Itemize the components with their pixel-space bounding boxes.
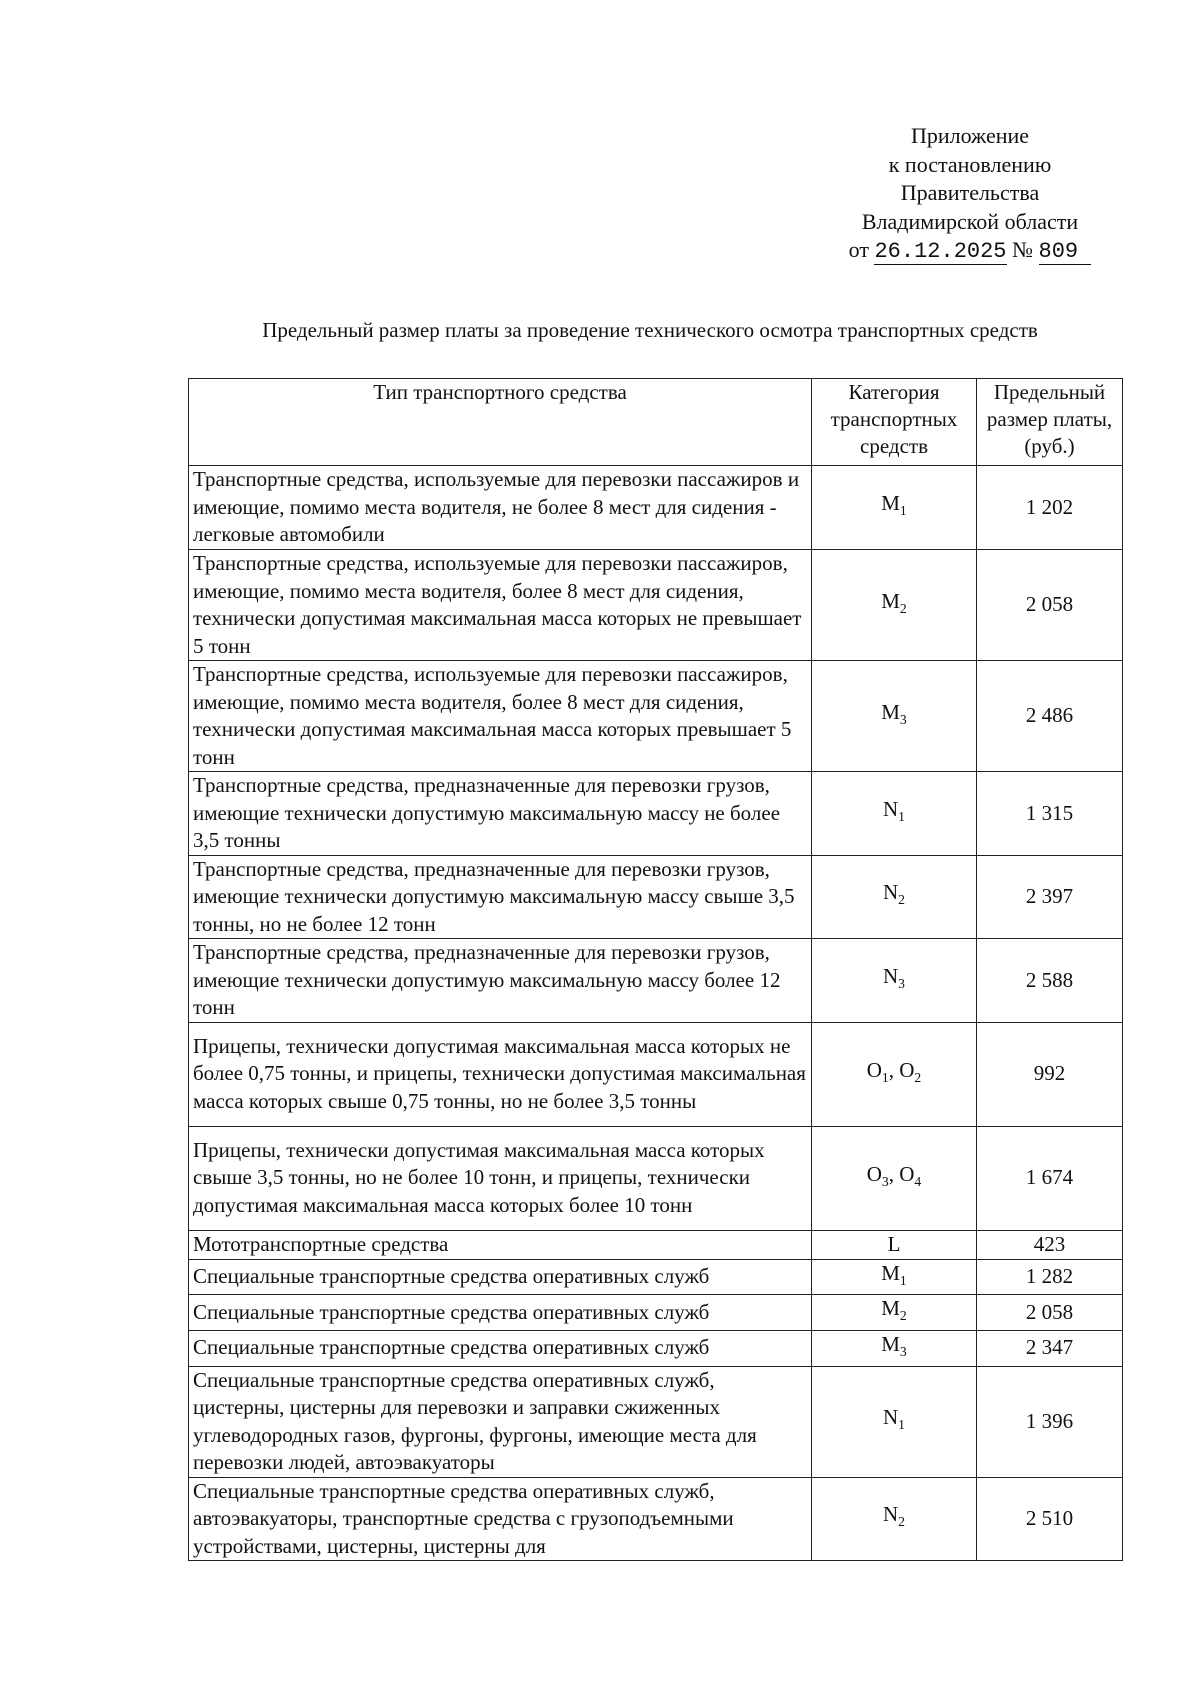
table-row — [189, 1230, 1123, 1259]
vehicle-type-cell: Транспортные средства, предназначенные для перевозки грузов, имеющие технически допустимую максимальную массу более 12 тонн — [189, 939, 812, 1023]
fee-cell: 1 396 — [977, 1366, 1123, 1477]
table-header-row — [189, 379, 1123, 466]
vehicle-category-cell: $N_2$ — [812, 855, 977, 939]
vehicle-category-cell: $O_1$, $O_2$ — [812, 1022, 977, 1126]
vehicle-type-cell: Прицепы, технически допустимая максимальная масса которых свыше 3,5 тонны, но не более 10 тонн, и прицепы, технически допустимая максимальная масса которых более 10 тонн — [189, 1126, 812, 1230]
resolution-date: 26.12.2025 — [874, 239, 1007, 264]
table-row — [189, 1330, 1123, 1366]
appendix-line-4: Владимирской области — [861, 208, 1079, 234]
vehicle-category-cell: $M_2$ — [812, 1295, 977, 1331]
number-sign: № — [1012, 237, 1034, 262]
header-vehicle-category: Категория транспортных средств — [812, 379, 977, 466]
fee-cell: 1 202 — [977, 466, 1123, 550]
vehicle-type-cell: Прицепы, технически допустимая максимальная масса которых не более 0,75 тонны, и прицепы, технически допустимая максимальная масса которых свыше 0,75 тонны, но не более 3,5 тонны — [189, 1022, 812, 1126]
vehicle-type-cell: Транспортные средства, предназначенные для перевозки грузов, имеющие технически допустимую максимальную массу свыше 3,5 тонны, но не более 12 тонн — [189, 855, 812, 939]
fee-cell: 2 347 — [977, 1330, 1123, 1366]
vehicle-category-cell: $M_3$ — [812, 1330, 977, 1366]
resolution-number: 809 — [1039, 239, 1092, 265]
vehicle-type-cell: Транспортные средства, используемые для перевозки пассажиров и имеющие, помимо места водителя, не более 8 мест для сидения - легковые автомобили — [189, 466, 812, 550]
vehicle-type-cell: Специальные транспортные средства оперативных служб — [189, 1295, 812, 1331]
vehicle-category-cell: $M_1$ — [812, 466, 977, 550]
header-vehicle-type: Тип транспортного средства — [189, 379, 812, 466]
vehicle-type-cell: Мототранспортные средства — [189, 1230, 812, 1259]
fee-cell: 1 282 — [977, 1259, 1123, 1295]
vehicle-category-cell: $N_2$ — [812, 1477, 977, 1561]
vehicle-type-cell: Транспортные средства, используемые для перевозки пассажиров, имеющие, помимо места водителя, более 8 мест для сидения, технически допустимая максимальная масса которых не превышает 5 тонн — [189, 550, 812, 661]
appendix-date-line — [820, 236, 1120, 267]
date-prefix: от — [848, 237, 869, 262]
vehicle-type-cell: Специальные транспортные средства оперативных служб — [189, 1259, 812, 1295]
table-row — [189, 466, 1123, 550]
vehicle-category-cell: $M_3$ — [812, 661, 977, 772]
vehicle-category-cell: $N_1$ — [812, 1366, 977, 1477]
vehicle-type-cell: Специальные транспортные средства оперативных служб, автоэвакуаторы, транспортные средства с грузоподъемными устройствами, цистерны, цистерны для — [189, 1477, 812, 1561]
vehicle-type-cell: Транспортные средства, используемые для перевозки пассажиров, имеющие, помимо места водителя, более 8 мест для сидения, технически допустимая максимальная масса которых превышает 5 тонн — [189, 661, 812, 772]
table-row — [189, 1295, 1123, 1331]
appendix-line-1: Приложение — [910, 123, 1030, 148]
vehicle-type-cell: Специальные транспортные средства оперативных служб, цистерны, цистерны для перевозки и заправки сжиженных углеводородных газов, фургоны, фургоны, имеющие места для перевозки людей, автоэвакуаторы — [189, 1366, 812, 1477]
fee-table — [188, 378, 1123, 1561]
appendix-header — [820, 122, 1120, 267]
vehicle-category-cell: $M_1$ — [812, 1259, 977, 1295]
fee-cell: 1 315 — [977, 772, 1123, 856]
fee-cell: 2 588 — [977, 939, 1123, 1023]
table-row — [189, 1126, 1123, 1230]
vehicle-category-cell: $M_2$ — [812, 550, 977, 661]
vehicle-category-cell: L — [812, 1230, 977, 1259]
vehicle-type-cell: Транспортные средства, предназначенные для перевозки грузов, имеющие технически допустимую максимальную массу не более 3,5 тонны — [189, 772, 812, 856]
fee-cell: 2 510 — [977, 1477, 1123, 1561]
table-row — [189, 772, 1123, 856]
fee-cell: 992 — [977, 1022, 1123, 1126]
table-row — [189, 550, 1123, 661]
fee-cell: 1 674 — [977, 1126, 1123, 1230]
fee-cell: 2 486 — [977, 661, 1123, 772]
table-row — [189, 939, 1123, 1023]
table-row — [189, 1366, 1123, 1477]
vehicle-category-cell: $O_3$, $O_4$ — [812, 1126, 977, 1230]
table-row — [189, 1022, 1123, 1126]
table-row — [189, 1259, 1123, 1295]
document-title: Предельный размер платы за проведение технического осмотра транспортных средств — [262, 318, 1038, 342]
fee-cell: 2 397 — [977, 855, 1123, 939]
fee-cell: 423 — [977, 1230, 1123, 1259]
appendix-line-3: Правительства — [900, 180, 1040, 205]
table-row — [189, 855, 1123, 939]
fee-cell: 2 058 — [977, 550, 1123, 661]
table-row — [189, 661, 1123, 772]
header-fee-limit: Предельный размер платы, (руб.) — [977, 379, 1123, 466]
fee-table-body — [189, 466, 1123, 1561]
table-row — [189, 1477, 1123, 1561]
vehicle-type-cell: Специальные транспортные средства оперативных служб — [189, 1330, 812, 1366]
vehicle-category-cell: $N_3$ — [812, 939, 977, 1023]
fee-cell: 2 058 — [977, 1295, 1123, 1331]
vehicle-category-cell: $N_1$ — [812, 772, 977, 856]
appendix-line-2: к постановлению — [888, 151, 1052, 177]
